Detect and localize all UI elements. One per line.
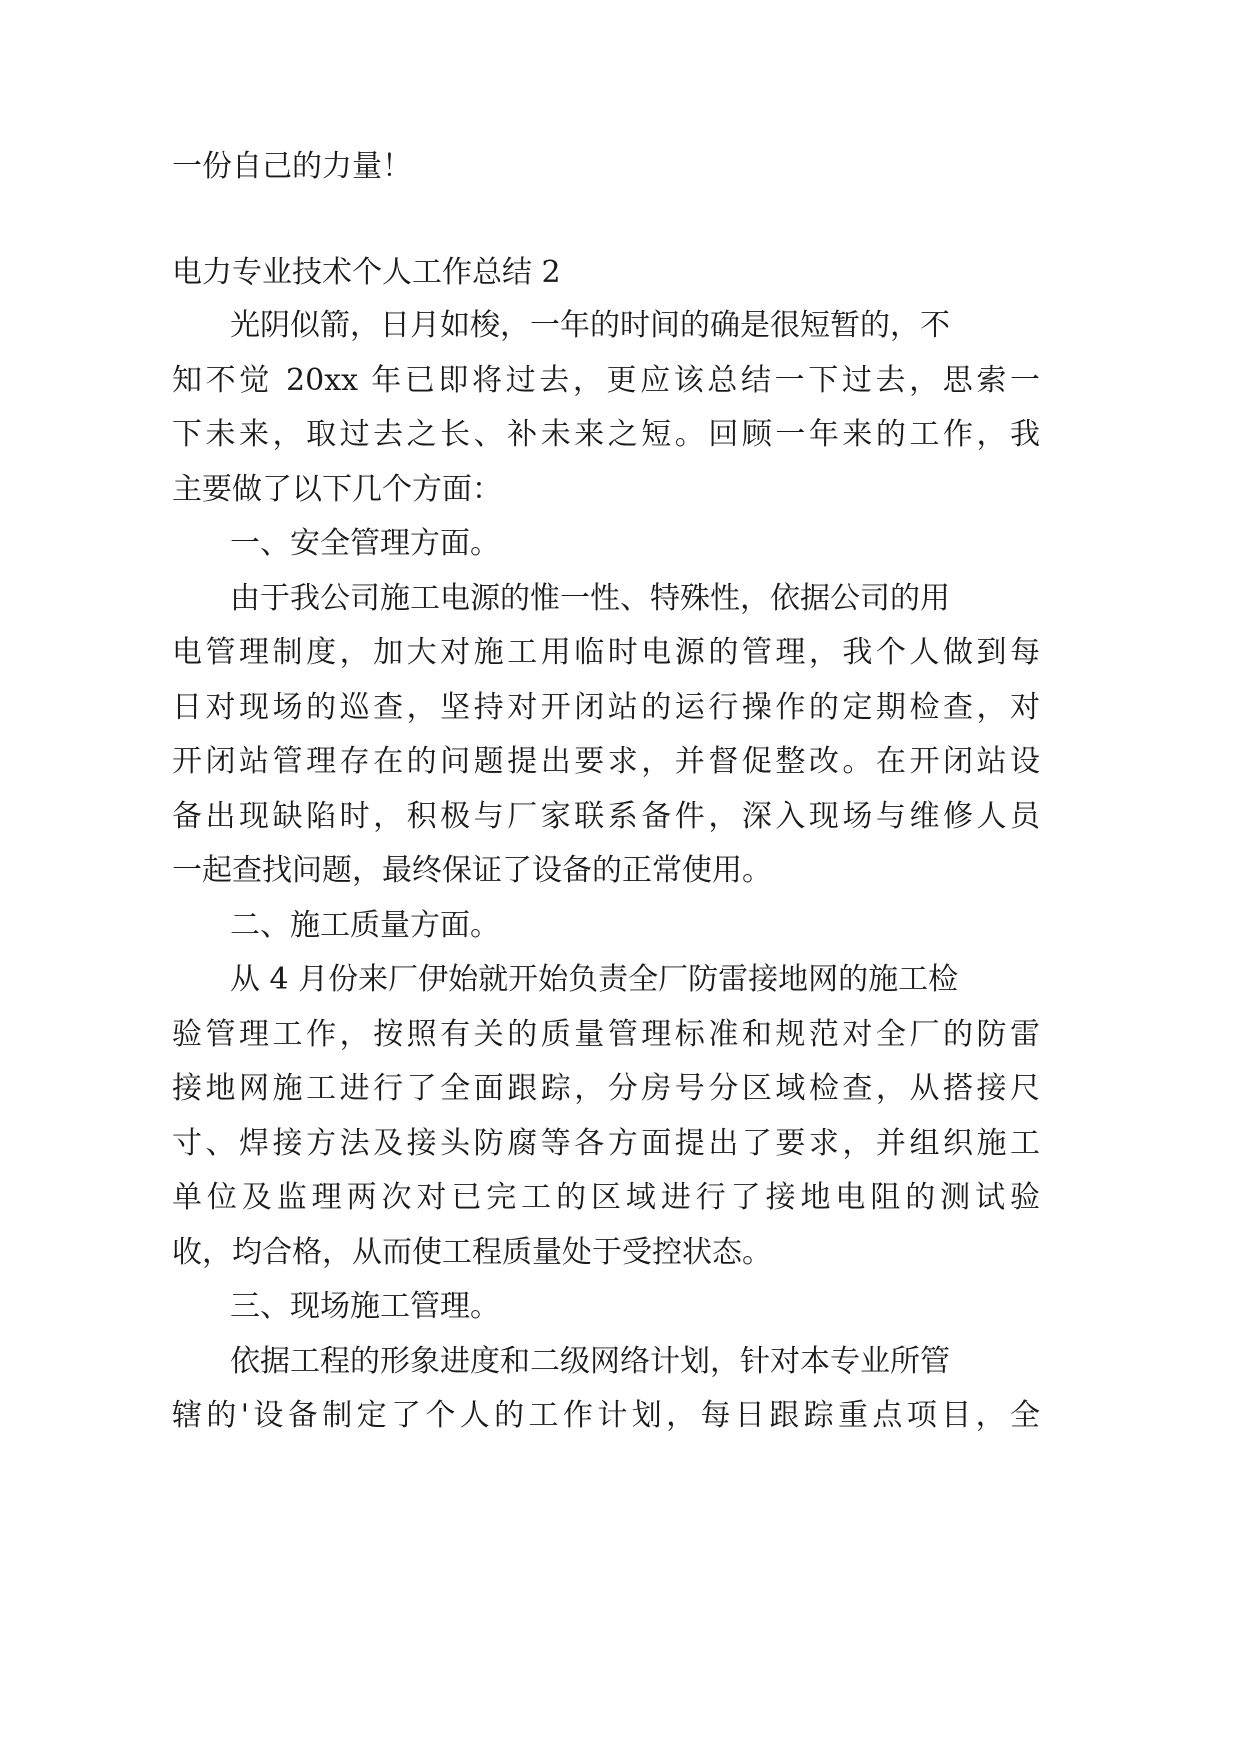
- paragraph-line: 主要做了以下几个方面：: [172, 472, 502, 507]
- section-heading: 三、现场施工管理。: [230, 1289, 500, 1324]
- paragraph-line: 一起查找问题，最终保证了设备的正常使用。: [172, 853, 772, 888]
- section-heading: 一、安全管理方面。: [230, 526, 500, 561]
- paragraph-line: 备出现缺陷时，积极与厂家联系备件，深入现场与维修人员: [172, 799, 1040, 834]
- paragraph-line: 知不觉 20xx 年已即将过去，更应该总结一下过去，思索一: [172, 363, 1040, 398]
- paragraph-line: 电管理制度，加大对施工用临时电源的管理，我个人做到每: [172, 635, 1040, 670]
- section-heading: 二、施工质量方面。: [230, 908, 500, 943]
- paragraph-line: 由于我公司施工电源的惟一性、特殊性，依据公司的用: [230, 581, 950, 616]
- paragraph-line: 下未来，取过去之长、补未来之短。回顾一年来的工作，我: [172, 417, 1040, 452]
- paragraph-line: 光阴似箭，日月如梭，一年的时间的确是很短暂的，不: [230, 308, 950, 343]
- paragraph-line: 从 4 月份来厂伊始就开始负责全厂防雷接地网的施工检: [230, 962, 959, 997]
- paragraph-line: 开闭站管理存在的问题提出要求，并督促整改。在开闭站设: [172, 744, 1040, 779]
- carryover-line: 一份自己的力量！: [172, 149, 412, 184]
- section-title: 电力专业技术个人工作总结 2: [172, 255, 561, 290]
- paragraph-line: 单位及监理两次对已完工的区域进行了接地电阻的测试验: [172, 1180, 1040, 1215]
- paragraph-line: 收，均合格，从而使工程质量处于受控状态。: [172, 1235, 772, 1270]
- paragraph-line: 接地网施工进行了全面跟踪，分房号分区域检查，从搭接尺: [172, 1071, 1040, 1106]
- paragraph-line: 依据工程的形象进度和二级网络计划，针对本专业所管: [230, 1344, 950, 1379]
- paragraph-line: 寸、焊接方法及接头防腐等各方面提出了要求，并组织施工: [172, 1126, 1040, 1161]
- paragraph-line: 辖的'设备制定了个人的工作计划，每日跟踪重点项目，全: [172, 1398, 1040, 1433]
- paragraph-line: 日对现场的巡查，坚持对开闭站的运行操作的定期检查，对: [172, 690, 1040, 725]
- paragraph-line: 验管理工作，按照有关的质量管理标准和规范对全厂的防雷: [172, 1017, 1040, 1052]
